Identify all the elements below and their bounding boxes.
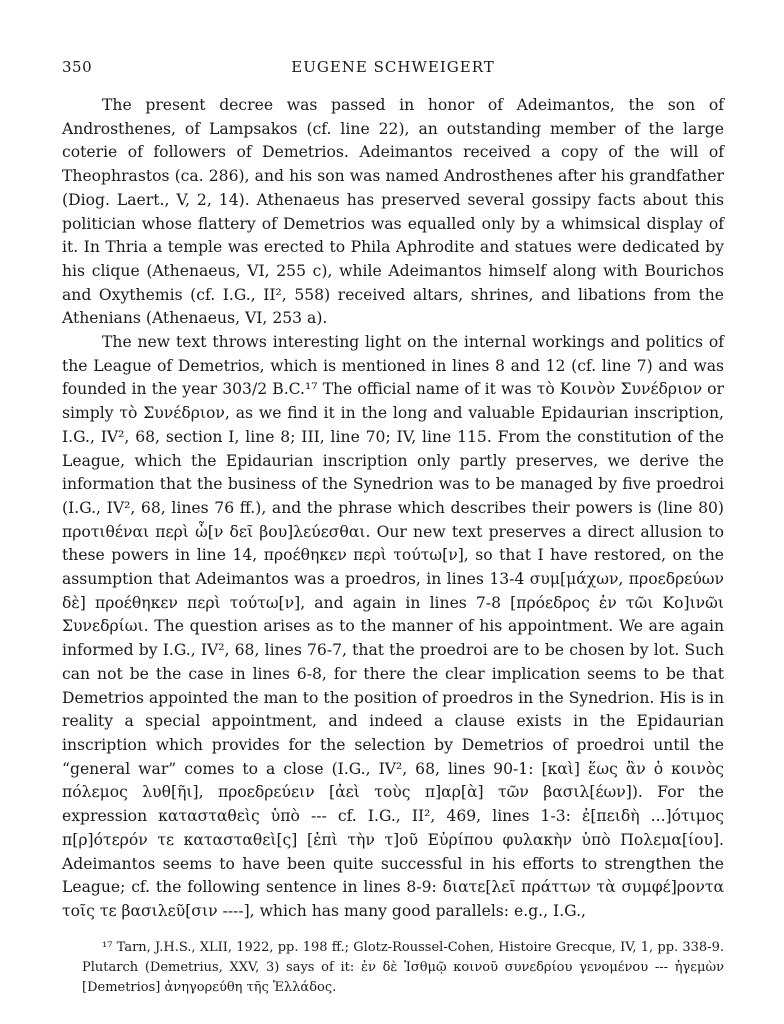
paragraph-1: The present decree was passed in honor of Adeimantos, the son of Androsthenes, of Lampsakos (cf. line 22), an outstanding member of the large coterie of followers of Demetrios. Adeimantos received a copy of the will of Theophrastos (ca. 286), and his son was named Androsthenes after his grandfather (Diog. Laert., V, 2, 14). Athenaeus has preserved several gossipy facts about this politician whose flattery of Demetrios was equalled only by a whimsical display of it. In Thria a temple was erected to Phila Aphrodite and statues were dedicated by his clique (Athenaeus, VI, 255 c), while Adeimantos himself along with Bourichos and Oxythemis (cf. I.G., II², 558) received altars, shrines, and libations from the Athenians (Athenaeus, VI, 253 a). — [62, 96, 724, 328]
running-head: EUGENE SCHWEIGERT — [291, 58, 495, 76]
page-header — [62, 58, 724, 80]
page-number: 350 — [62, 58, 93, 76]
footnote-17: ¹⁷ Tarn, J.H.S., XLII, 1922, pp. 198 ff.; Glotz-Roussel-Cohen, Histoire Grecque, IV, 1, pp. 338-9. Plutarch (Demetrius, XXV, 3) says of it: ἐν δὲ Ἰσθμῷ κοινοῦ συνεδρίου γενομένου --- ἡγεμὼν [Demetrios] ἀνηγορεύθη τῆς Ἑλλάδος. — [82, 939, 724, 995]
body-text — [62, 94, 724, 924]
paragraph-2: The new text throws interesting light on the internal workings and politics of the League of Demetrios, which is mentioned in lines 8 and 12 (cf. line 7) and was founded in the year 303/2 B.C.¹⁷ The official name of it was τὸ Κοινὸν Συνέδριον or simply τὸ Συνέδριον, as we find it in the long and valuable Epidaurian inscription, I.G., IV², 68, section I, line 8; III, line 70; IV, line 115. From the constitution of the League, which the Epidaurian inscription only partly preserves, we derive the information that the business of the Synedrion was to be managed by five proedroi (I.G., IV², 68, lines 76 ff.), and the phrase which describes their powers is (line 80) προτιθέναι περὶ ὧ[ν δεῖ βου]λεύεσθαι. Our new text preserves a direct allusion to these powers in line 14, προέθηκεν περὶ τούτω[ν], so that I have restored, on the assumption that Adeimantos was a proedros, in lines 13-4 συμ[μάχων, προεδρεύων δὲ] προέθηκεν περὶ τούτω[ν], and again in lines 7-8 [πρόεδρος ἐν τῶι Κο]ινῶι Συνεδρίωι. The question arises as to the manner of his appointment. We are again informed by I.G., IV², 68, lines 76-7, that the proedroi are to be chosen by lot. Such can not be the case in lines 6-8, for there the clear implication seems to be that Demetrios appointed the man to the position of proedros in the Synedrion. His is in reality a special appointment, and indeed a clause exists in the Epidaurian inscription which provides for the selection by Demetrios of proedroi until the “general war” comes to a close (I.G., IV², 68, lines 90-1: [καὶ] ἕως ἂν ὁ κοινὸς πόλεμος λυθ[ῆι], προεδρεύειν [ἀεὶ τοὺς π]αρ[ὰ] τῶν βασιλ[έων]). For the expression κατασταθεὶς ὑπὸ --- cf. I.G., II², 469, lines 1-3: ἐ[πειδὴ ...]ότιμος π[ρ]ότερόν τε κατασταθεὶ[ς] [ἐπὶ τὴν τ]οῦ Εὐρίπου φυλακὴν ὑπὸ Πολεμα[ίου]. Adeimantos seems to have been quite successful in his efforts to strengthen the League; cf. the following sentence in lines 8-9: διατε[λεῖ πράττων τὰ συμφέ]ροντα τοῖς τε βασιλεῦ[σιν ----], which has many good parallels: e.g., I.G., — [62, 333, 724, 920]
